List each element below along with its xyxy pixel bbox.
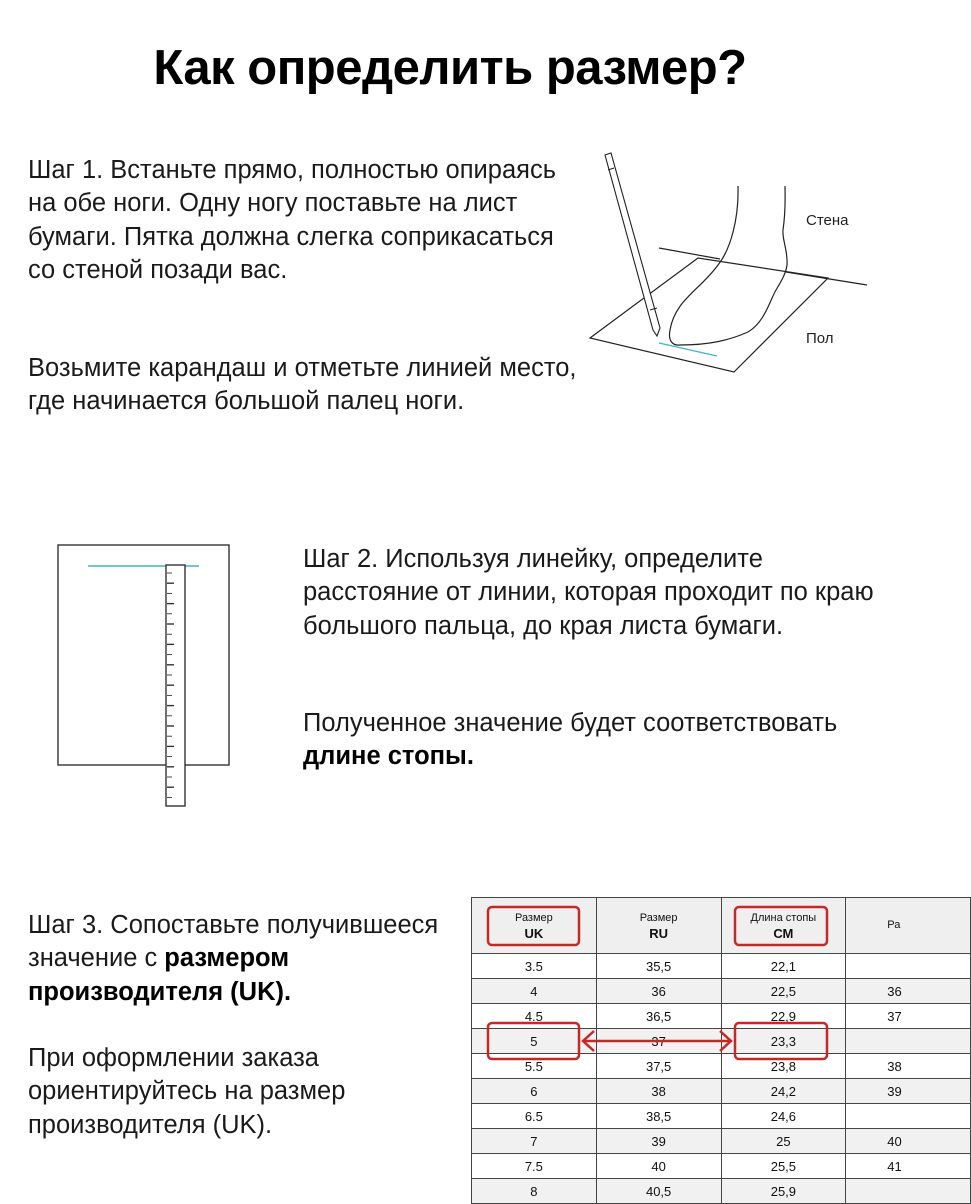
step2-instruction: Шаг 2. Используя линейку, определите расстояние от линии, которая проходит по краю большого пальца, до края листа бумаги.	[303, 545, 874, 640]
foot-on-paper-illustration	[580, 140, 880, 380]
cell-foot-length: 23,8	[721, 1054, 846, 1079]
table-row	[472, 1154, 971, 1179]
cell-size-ru: 37	[596, 1029, 721, 1054]
step2-instruction-2	[303, 707, 883, 774]
paper-sheet	[58, 545, 229, 765]
cell-size-ru: 37,5	[596, 1054, 721, 1079]
cell-foot-length: 22,5	[721, 979, 846, 1004]
cell-size-cut-off: 36	[846, 979, 971, 1004]
cell-size-uk: 6	[472, 1079, 597, 1104]
cell-size-ru: 38,5	[596, 1104, 721, 1129]
cell-size-uk: 3.5	[472, 954, 597, 979]
cell-size-uk: 5.5	[472, 1054, 597, 1079]
cell-size-cut-off: 39	[846, 1079, 971, 1104]
cell-size-ru: 36,5	[596, 1004, 721, 1029]
wall-label: Стена	[806, 212, 849, 229]
table-row	[472, 1079, 971, 1104]
cell-foot-length: 23,3	[721, 1029, 846, 1054]
cell-foot-length: 24,2	[721, 1079, 846, 1104]
table-row	[472, 1129, 971, 1154]
table-row	[472, 1029, 971, 1054]
pencil-icon	[605, 153, 660, 336]
wall-floor-line	[659, 248, 720, 259]
table-header-row	[472, 898, 971, 954]
table-row	[472, 1104, 971, 1129]
cell-size-ru: 40,5	[596, 1179, 721, 1204]
table-row	[472, 954, 971, 979]
cell-size-uk: 7.5	[472, 1154, 597, 1179]
step2-plain-text: Полученное значение будет соответствовать	[303, 709, 838, 737]
cell-size-uk: 7	[472, 1129, 597, 1154]
cell-foot-length: 25,9	[721, 1179, 846, 1204]
cell-size-ru: 38	[596, 1079, 721, 1104]
cell-size-uk: 4	[472, 979, 597, 1004]
cell-size-cut-off: 40	[846, 1129, 971, 1154]
table-row	[472, 1179, 971, 1204]
step3-instruction	[28, 909, 468, 1009]
floor-label: Пол	[806, 330, 834, 347]
page-title: Как определить размер?	[153, 41, 747, 95]
cell-size-cut-off	[846, 1179, 971, 1204]
cell-size-cut-off	[846, 1029, 971, 1054]
cell-foot-length: 24,6	[721, 1104, 846, 1129]
cell-foot-length: 22,9	[721, 1004, 846, 1029]
cell-size-cut-off	[846, 954, 971, 979]
header-size-uk: Размер UK	[472, 898, 597, 954]
table-row	[472, 979, 971, 1004]
step3-instruction-2: При оформлении заказа ориентируйтесь на размер производителя (UK).	[28, 1044, 346, 1139]
cell-size-cut-off	[846, 1104, 971, 1129]
ruler-on-paper-illustration	[50, 535, 240, 815]
cell-foot-length: 25,5	[721, 1154, 846, 1179]
header-size-cut-off: Ра	[846, 898, 971, 954]
cell-size-ru: 35,5	[596, 954, 721, 979]
cell-size-cut-off: 37	[846, 1004, 971, 1029]
cell-size-ru: 39	[596, 1129, 721, 1154]
cell-size-uk: 5	[472, 1029, 597, 1054]
table-row	[472, 1004, 971, 1029]
cell-foot-length: 22,1	[721, 954, 846, 979]
size-chart-table	[471, 897, 900, 1200]
cell-size-cut-off: 38	[846, 1054, 971, 1079]
step2-bold-text: длине стопы.	[303, 742, 474, 771]
cell-size-ru: 40	[596, 1154, 721, 1179]
header-foot-length: Длина стопы СМ	[721, 898, 846, 954]
table-row	[472, 1054, 971, 1079]
cell-size-uk: 4.5	[472, 1004, 597, 1029]
step3-plain-text: Шаг 3. Сопоставьте получившееся значение с	[28, 911, 439, 973]
step1-instruction: Шаг 1. Встаньте прямо, полностью опираясь на обе ноги. Одну ногу поставьте на лист бумаги. Пятка должна слегка соприкасаться со стеной позади вас.	[28, 156, 556, 284]
header-size-ru: Размер RU	[596, 898, 721, 954]
cell-size-uk: 8	[472, 1179, 597, 1204]
step3-bold-text: размером производителя (UK).	[28, 944, 292, 1006]
cell-size-ru: 36	[596, 979, 721, 1004]
cell-size-cut-off: 41	[846, 1154, 971, 1179]
step1-instruction-2: Возьмите карандаш и отметьте линией место, где начинается большой палец ноги.	[28, 354, 577, 416]
cell-size-uk: 6.5	[472, 1104, 597, 1129]
cell-foot-length: 25	[721, 1129, 846, 1154]
